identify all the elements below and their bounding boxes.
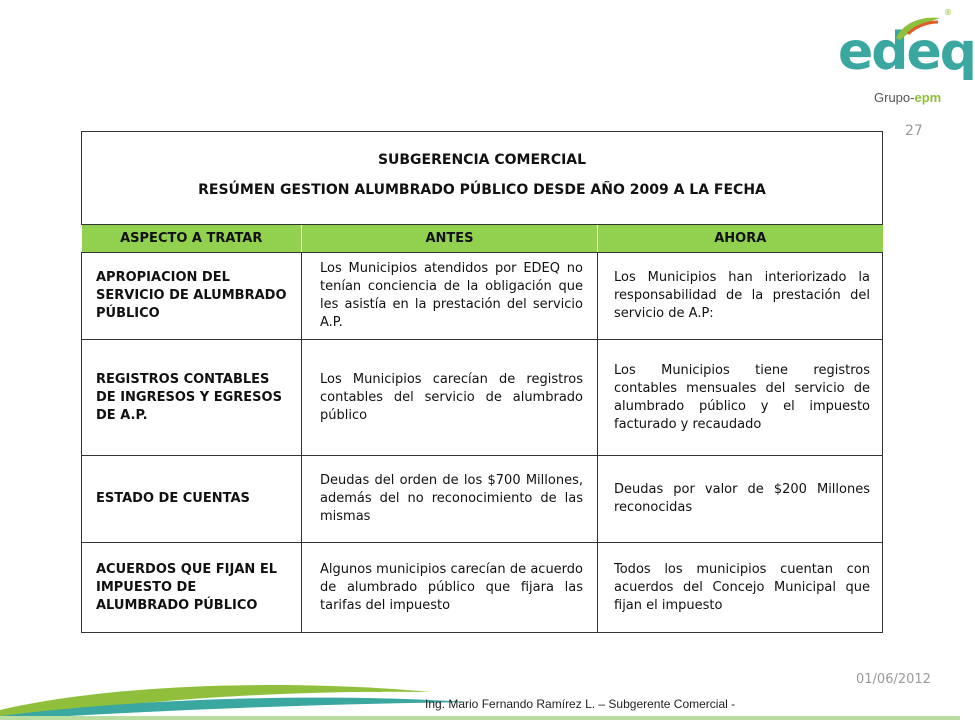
table-title-line1: SUBGERENCIA COMERCIAL	[377, 152, 587, 168]
table-title-line2: RESÚMEN GESTION ALUMBRADO PÚBLICO DESDE AÑO 2009 A LA FECHA	[198, 182, 766, 198]
now-cell: Deudas por valor de $200 Millones reconocidas	[598, 456, 883, 543]
before-cell: Los Municipios carecían de registros contables del servicio de alumbrado público	[302, 340, 598, 456]
table-title-cell	[82, 132, 883, 225]
group-prefix: Grupo-	[874, 90, 915, 105]
leaf-icon	[894, 12, 944, 42]
before-cell: Algunos municipios carecían de acuerdo de alumbrado público que fijara las tarifas del impuesto	[302, 543, 598, 633]
table-row	[82, 456, 883, 543]
aspect-cell: APROPIACION DEL SERVICIO DE ALUMBRADO PÚBLICO	[82, 253, 302, 340]
logo-wordmark: edeq	[838, 22, 975, 82]
aspect-cell: REGISTROS CONTABLES DE INGRESOS Y EGRESOS DE A.P.	[82, 340, 302, 456]
title-row	[82, 132, 883, 225]
before-cell: Deudas del orden de los $700 Millones, además del no reconocimiento de las mismas	[302, 456, 598, 543]
table-row	[82, 340, 883, 456]
header-row	[82, 225, 883, 253]
now-cell: Los Municipios han interiorizado la responsabilidad de la prestación del servicio de A.P:	[598, 253, 883, 340]
footer-credit: Ing. Mario Fernando Ramírez L. – Subgerente Comercial -	[425, 697, 736, 711]
column-header-before: ANTES	[302, 225, 598, 253]
group-brand: epm	[914, 90, 942, 105]
table-row	[82, 543, 883, 633]
now-cell: Todos los municipios cuentan con acuerdos del Concejo Municipal que fijan el impuesto	[598, 543, 883, 633]
aspect-cell: ESTADO DE CUENTAS	[82, 456, 302, 543]
now-cell: Los Municipios tiene registros contables mensuales del servicio de alumbrado público y el impuesto facturado y recaudado	[598, 340, 883, 456]
aspect-cell: ACUERDOS QUE FIJAN EL IMPUESTO DE ALUMBRADO PÚBLICO	[82, 543, 302, 633]
registered-mark: ®	[944, 8, 952, 17]
column-header-now: AHORA	[598, 225, 883, 253]
column-header-aspect: ASPECTO A TRATAR	[82, 225, 302, 253]
before-cell: Los Municipios atendidos por EDEQ no tenían conciencia de la obligación que les asistía en la prestación del servicio A.P.	[302, 253, 598, 340]
table-row	[82, 253, 883, 340]
group-label	[874, 90, 941, 105]
footer-date: 01/06/2012	[856, 672, 931, 687]
edeq-logo	[838, 8, 975, 108]
summary-table	[81, 131, 883, 633]
page-number: 27	[905, 123, 923, 139]
